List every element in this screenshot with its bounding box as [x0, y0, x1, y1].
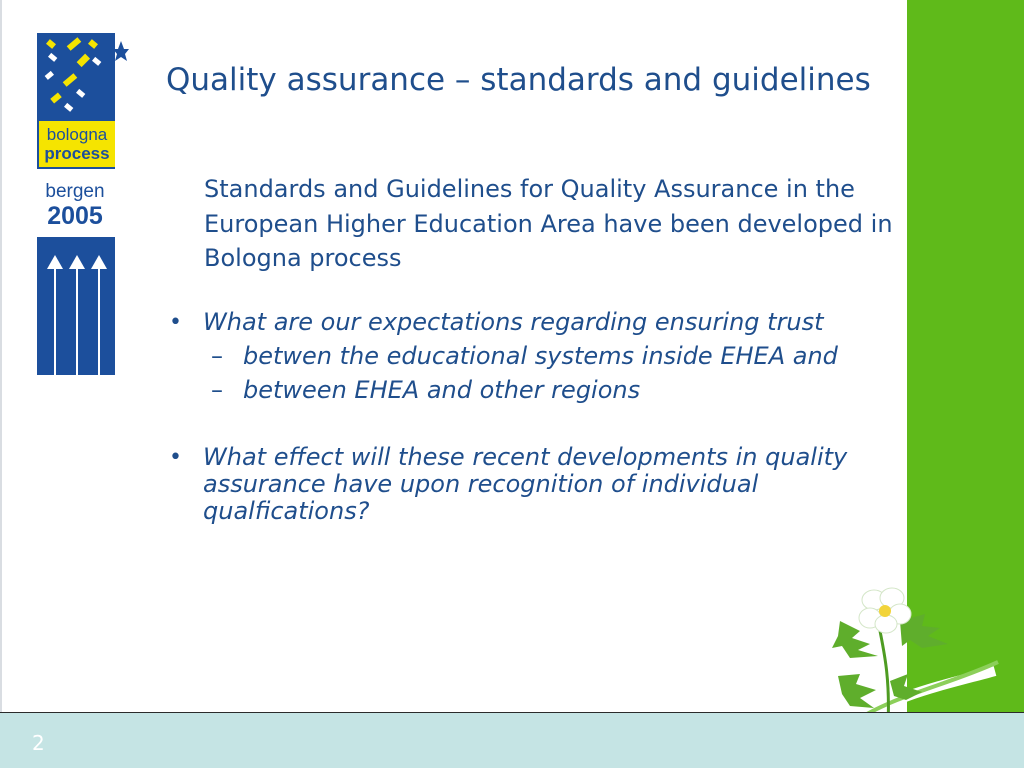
dash-icon: – [211, 342, 223, 370]
anemone-flower-decoration [830, 586, 1002, 732]
bologna-process-logo [37, 33, 129, 375]
bullet-list [166, 309, 886, 525]
sub-item-text: between EHEA and other regions [243, 376, 641, 404]
page-number: 2 [32, 731, 45, 755]
sub-item-text: betwen the educational systems inside EHEA and [243, 342, 838, 370]
logo-city-text: bergen [45, 181, 105, 202]
left-border [0, 0, 2, 712]
sub-item-educational-systems [203, 343, 886, 370]
logo-process-text: process [44, 144, 110, 163]
bullet-text: What are our expectations regarding ensuring trust [203, 308, 824, 336]
bullet-icon: • [169, 310, 182, 335]
bullet-item-recognition [166, 444, 886, 525]
slide-title: Quality assurance – standards and guidelines [166, 62, 871, 98]
footer-bar [0, 712, 1024, 768]
dash-icon: – [211, 376, 223, 404]
bullet-text: What effect will these recent developments in quality assurance have upon recognition of individual qualfications? [203, 443, 848, 525]
bullet-icon: • [169, 445, 182, 470]
intro-paragraph: Standards and Guidelines for Quality Assurance in the European Higher Education Area have been developed in Bologna process [204, 175, 893, 272]
sub-item-other-regions [203, 377, 886, 404]
logo-year-text: 2005 [47, 202, 103, 230]
logo-bologna-text: bologna [46, 125, 108, 144]
bullet-item-expectations [166, 309, 886, 336]
